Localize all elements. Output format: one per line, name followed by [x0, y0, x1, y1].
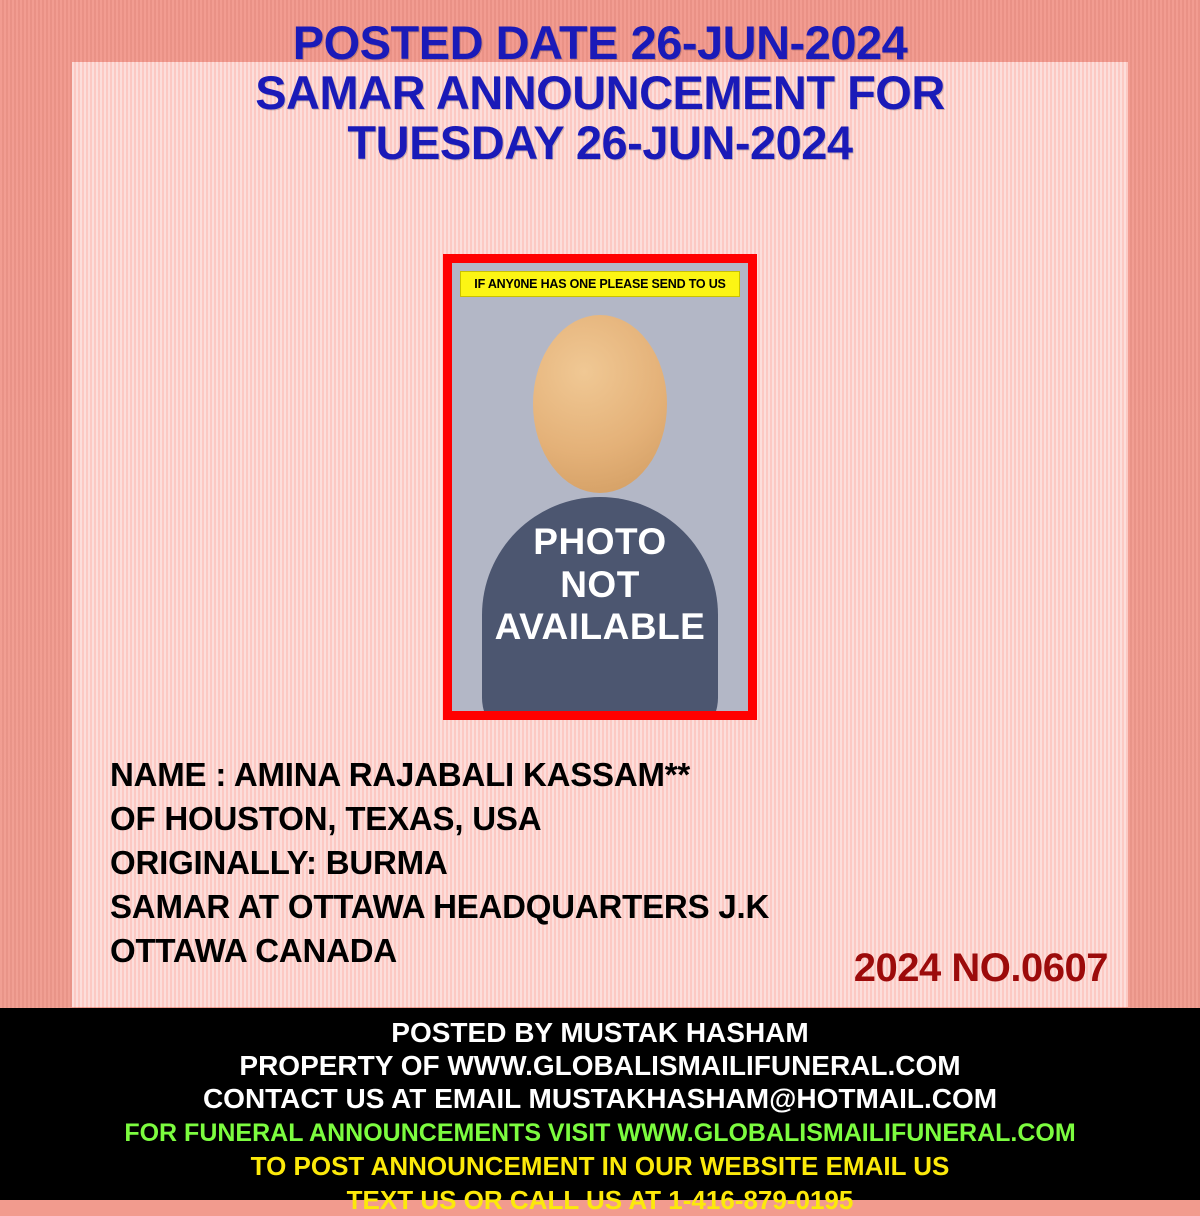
- photo-request-banner: IF ANY0NE HAS ONE PLEASE SEND TO US: [460, 271, 740, 297]
- footer-post-info: TO POST ANNOUNCEMENT IN OUR WEBSITE EMAIL US: [250, 1151, 950, 1182]
- reference-number: 2024 NO.0607: [853, 946, 1108, 990]
- photo-text-line-1: PHOTO: [533, 521, 667, 562]
- page-title: [0, 18, 1200, 167]
- title-line-3: TUESDAY 26-JUN-2024: [347, 115, 853, 169]
- photo-text-line-2: NOT: [560, 563, 640, 605]
- title-line-2: SAMAR ANNOUNCEMENT FOR: [255, 65, 945, 119]
- avatar-head-icon: [533, 315, 667, 493]
- footer-contact: CONTACT US AT EMAIL MUSTAKHASHAM@HOTMAIL.COM: [202, 1083, 998, 1115]
- footer: [0, 1008, 1200, 1215]
- title-line-1: POSTED DATE 26-JUN-2024: [292, 16, 908, 69]
- detail-name: NAME : AMINA RAJABALI KASSAM**: [110, 756, 691, 793]
- footer-posted-by: POSTED BY MUSTAK HASHAM: [391, 1017, 809, 1048]
- detail-city: OTTAWA CANADA: [110, 931, 398, 969]
- detail-samar: SAMAR AT OTTAWA HEADQUARTERS J.K: [110, 887, 770, 925]
- footer-property: PROPERTY OF WWW.GLOBALISMAILIFUNERAL.COM: [239, 1050, 961, 1082]
- photo-text-line-3: AVAILABLE: [494, 606, 706, 648]
- deceased-details: [110, 753, 769, 972]
- detail-location: OF HOUSTON, TEXAS, USA: [110, 799, 542, 837]
- footer-visit: FOR FUNERAL ANNOUNCEMENTS VISIT WWW.GLOBALISMAILIFUNERAL.COM: [124, 1119, 1076, 1148]
- photo-inner: [452, 263, 748, 711]
- photo-placeholder: [443, 254, 757, 720]
- footer-phone: TEXT US OR CALL US AT 1-416-879-0195: [346, 1184, 854, 1215]
- photo-not-available-text: [452, 521, 748, 649]
- detail-origin: ORIGINALLY: BURMA: [110, 843, 448, 881]
